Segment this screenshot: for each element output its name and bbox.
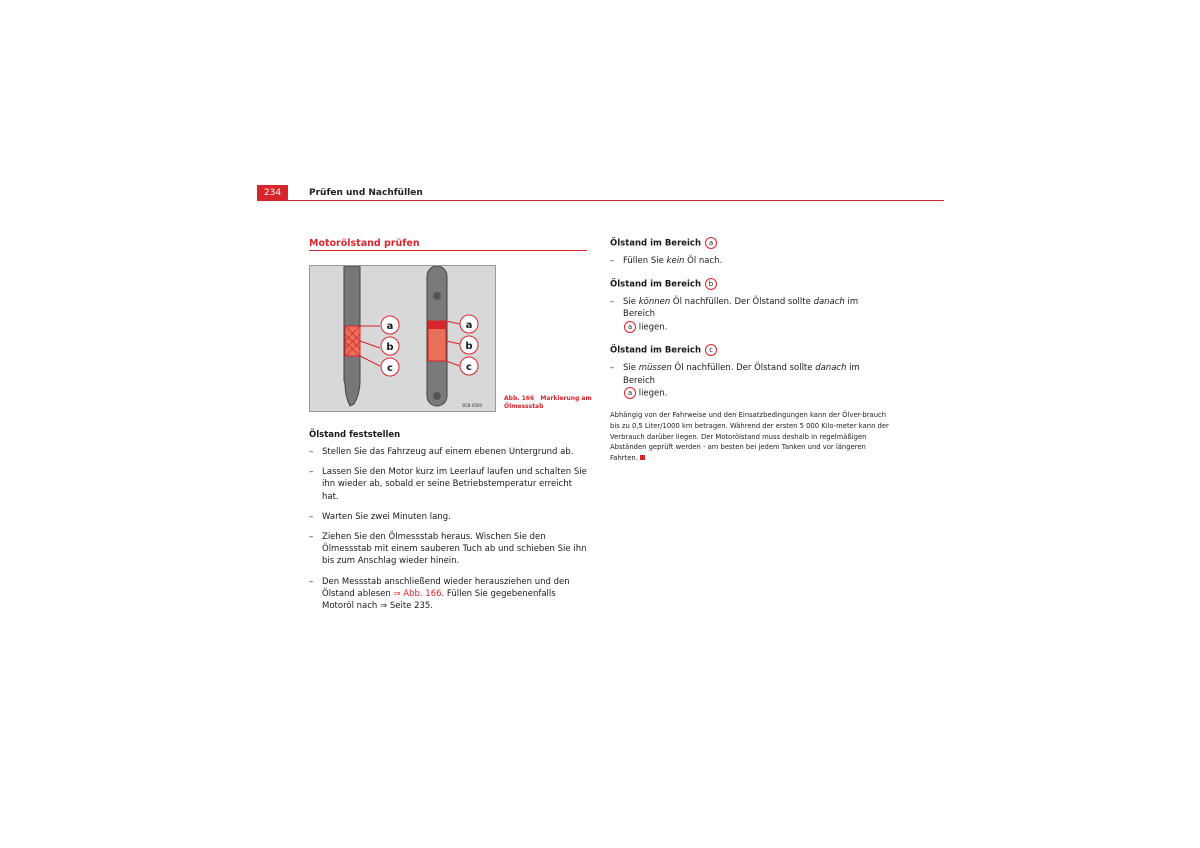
dipstick-illustration	[310, 266, 495, 411]
callout-c-left	[381, 358, 399, 376]
callout-c-right	[460, 357, 478, 375]
subhead-bereich-a: Ölstand im Bereich a	[610, 237, 890, 249]
consumption-note: Abhängig von der Fahrweise und den Einsatzbedingungen kann der Ölver-brauch bis zu 0,5 Liter/1000 km betragen. Während der ersten 5 000 Kilo-meter kann der Verbrauch darüber liegen. Der Motorölstand muss deshalb in regelmäßigen Abständen geprüft werden - am besten bei jedem Tanken und vor längeren Fahrten.	[610, 411, 889, 462]
page-reference-link[interactable]: Seite 235.	[387, 601, 434, 612]
figure-code: B5B-0590	[462, 403, 482, 408]
list-item: – Warten Sie zwei Minuten lang.	[309, 511, 451, 522]
dipstick-figure	[309, 265, 496, 412]
list-item: – Stellen Sie das Fahrzeug auf einem ebenen Untergrund ab.	[309, 447, 574, 457]
marker-a: a	[705, 237, 717, 249]
marker-c: c	[705, 344, 717, 356]
callout-a-left	[381, 316, 399, 334]
subhead-oelstand-feststellen: Ölstand feststellen	[309, 430, 401, 440]
callout-b-left	[381, 337, 399, 355]
end-marker	[640, 455, 645, 460]
subhead-bereich-b: Ölstand im Bereich b	[610, 278, 890, 290]
dipstick-left	[344, 266, 360, 406]
callout-a-right	[460, 315, 478, 333]
list-item: – Den Messstab anschließend wieder herausziehen und den Ölstand ablesen ⇒ Abb. 166. Füllen Sie gegebenenfalls Motoröl nach ⇒ Seite 235.	[309, 576, 570, 612]
svg-text:b: b	[386, 342, 394, 353]
list-item: – Ziehen Sie den Ölmessstab heraus. Wischen Sie den Ölmessstab mit einem sauberen Tuch ab und schieben Sie ihn bis zum Anschlag wieder hinein.	[309, 532, 587, 567]
svg-text:a: a	[465, 320, 473, 331]
section-rule	[309, 250, 587, 251]
right-column	[610, 237, 890, 463]
marker-a: a	[624, 321, 636, 333]
header-rule	[257, 200, 944, 201]
dipstick-right	[427, 266, 447, 406]
svg-text:b: b	[465, 341, 473, 352]
callout-b-right	[460, 336, 478, 354]
figure-reference-link[interactable]: ⇒ Abb. 166	[393, 588, 442, 599]
running-header: Prüfen und Nachfüllen	[309, 188, 423, 198]
page-number: 234	[257, 185, 288, 201]
list-item: – Sie müssen Öl nachfüllen. Der Ölstand sollte danach im Bereich a liegen.	[610, 363, 860, 399]
svg-text:c: c	[466, 362, 472, 373]
caption-text: Markierung am Ölmessstab	[504, 395, 592, 410]
subhead-bereich-c: Ölstand im Bereich c	[610, 344, 890, 356]
list-item: – Sie können Öl nachfüllen. Der Ölstand sollte danach im Bereich a liegen.	[610, 297, 859, 333]
section-title: Motorölstand prüfen	[309, 238, 420, 249]
figure-caption	[504, 395, 594, 410]
list-item: – Lassen Sie den Motor kurz im Leerlauf laufen und schalten Sie ihn wieder ab, sobald er seine Betriebstemperatur erreicht hat.	[309, 467, 587, 502]
svg-text:c: c	[387, 363, 393, 374]
page-reference-arrow: ⇒	[380, 601, 388, 612]
list-item: – Füllen Sie kein Öl nach.	[610, 256, 723, 266]
caption-number: Abb. 166	[504, 395, 535, 402]
left-column	[309, 430, 589, 620]
svg-text:a: a	[386, 321, 394, 332]
marker-a: a	[624, 387, 636, 399]
marker-b: b	[705, 278, 717, 290]
